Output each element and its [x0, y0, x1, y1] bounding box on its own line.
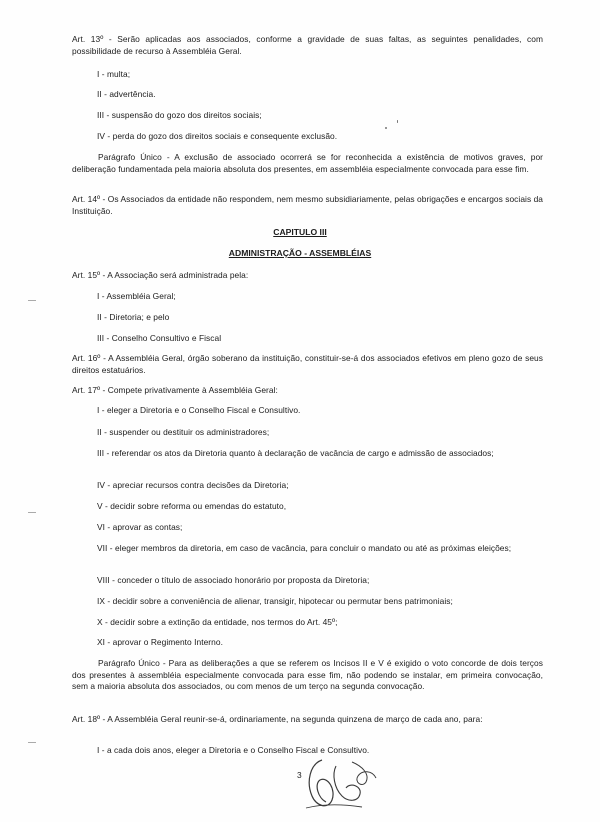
art17-item-3: III - referendar os atos da Diretoria quanto à declaração de vacância de cargo e admissão de associados; [97, 448, 494, 458]
art14: Art. 14º - Os Associados da entidade não respondem, nem mesmo subsidiariamente, pelas obrigações e encargos sociais da Instituição. [72, 194, 543, 216]
scan-edge-mark [28, 300, 36, 301]
art17-item-10: X - decidir sobre a extinção da entidade, nos termos do Art. 45º; [97, 617, 338, 627]
signature-icon [292, 752, 382, 814]
art13-item-4: IV - perda do gozo dos direitos sociais e consequente exclusão. [97, 131, 338, 141]
art17-item-8: VIII - conceder o título de associado honorário por proposta da Diretoria; [97, 575, 370, 585]
art17-item-4: IV - apreciar recursos contra decisões da Diretoria; [97, 480, 289, 490]
art17-item-5: V - decidir sobre reforma ou emendas do estatuto, [97, 501, 287, 511]
chapter-subtitle: ADMINISTRAÇÃO - ASSEMBLÉIAS [228, 248, 372, 258]
art13-item-3: III - suspensão do gozo dos direitos sociais; [97, 110, 262, 120]
art17-item-11: XI - aprovar o Regimento Interno. [97, 637, 223, 647]
art18-intro: Art. 18º - A Assembléia Geral reunir-se-á, ordinariamente, na segunda quinzena de março de cada ano, para: [72, 714, 483, 724]
art16: Art. 16º - A Assembléia Geral, órgão soberano da instituição, constituir-se-á dos associados efetivos em pleno gozo de seus direitos estatuários. [72, 353, 543, 375]
art13-item-1: I - multa; [97, 69, 131, 79]
scan-speck [385, 127, 387, 129]
art13-intro: Art. 13º - Serão aplicadas aos associados, conforme a gravidade de suas faltas, as seguintes penalidades, com possibilidade de recurso à Assembléia Geral. [72, 34, 543, 56]
art15-item-3: III - Conselho Consultivo e Fiscal [97, 333, 222, 343]
art17-item-2: II - suspender ou destituir os administradores; [97, 427, 270, 437]
art13-paragraph: Parágrafo Único - A exclusão de associado ocorrerá se for reconhecida a existência de motivos graves, por deliberação fundamentada pela maioria absoluta dos presentes, em assembléia especialmente convocada para esse fim. [72, 152, 543, 174]
art17-item-1: I - eleger a Diretoria e o Conselho Fiscal e Consultivo. [97, 405, 301, 415]
art15-item-2: II - Diretoria; e pelo [97, 312, 170, 322]
art17-item-7: VII - eleger membros da diretoria, em caso de vacância, para concluir o mandato ou até as próximas eleições; [97, 543, 512, 553]
art17-item-6: VI - aprovar as contas; [97, 522, 183, 532]
scan-edge-mark [28, 512, 36, 513]
art17-paragraph: Parágrafo Único - Para as deliberações a que se referem os Incisos II e V é exigido o voto concorde de dois terços dos presentes à assembléia especialmente convocada para esse fim, não podendo se instalar, em primeira convocação, sem a maioria absoluta dos associados, ou com menos de um terço na segunda convocação. [72, 658, 543, 691]
page-number: 3 [297, 770, 302, 780]
art18-item-1: I - a cada dois anos, eleger a Diretoria e o Conselho Fiscal e Consultivo. [97, 745, 370, 755]
scan-speck [397, 120, 398, 123]
art15-item-1: I - Assembléia Geral; [97, 291, 176, 301]
chapter-title: CAPITULO III [273, 227, 327, 237]
art17-item-9: IX - decidir sobre a conveniência de alienar, transigir, hipotecar ou permutar bens patrimoniais; [97, 596, 453, 606]
art13-item-2: II - advertência. [97, 89, 156, 99]
scan-edge-mark [28, 742, 36, 743]
art17-intro: Art. 17º - Compete privativamente à Assembléia Geral: [72, 385, 278, 395]
art15-intro: Art. 15º - A Associação será administrada pela: [72, 270, 249, 280]
